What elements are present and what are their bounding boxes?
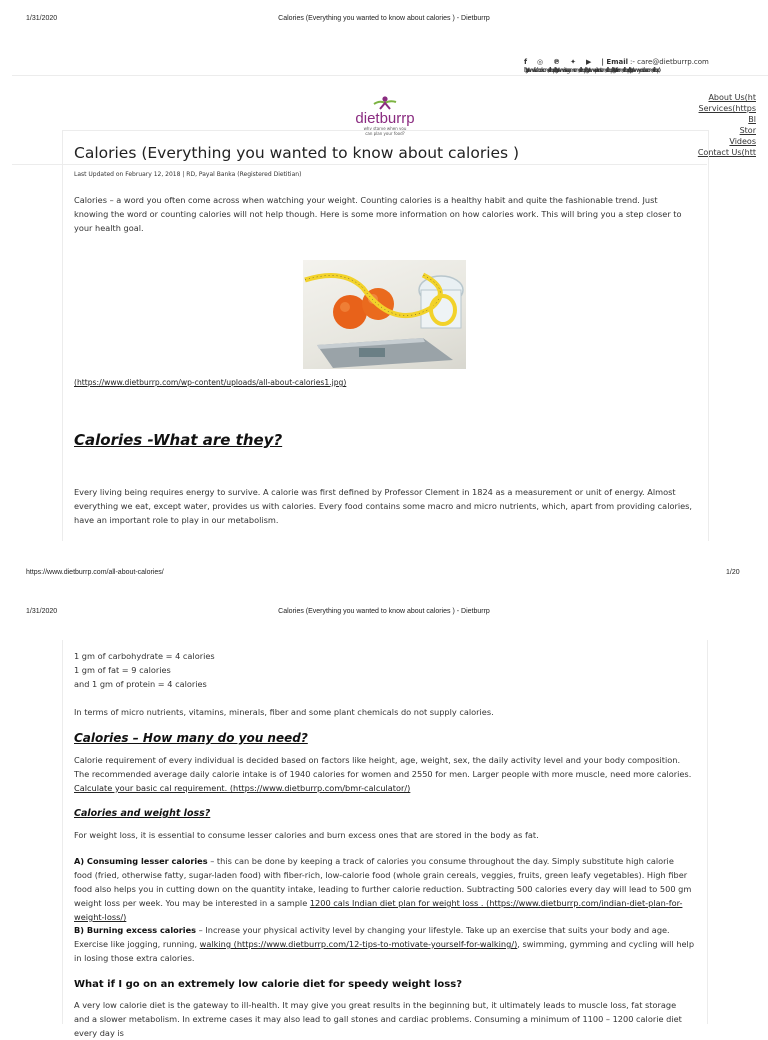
- instagram-icon[interactable]: ◎: [537, 58, 544, 66]
- print-title: Calories (Everything you wanted to know about calories ) - Dietburrp: [278, 15, 490, 22]
- paragraph-burning-excess: [74, 923, 694, 965]
- print-date-2: 1/31/2020: [26, 608, 58, 615]
- facebook-icon[interactable]: f: [524, 58, 528, 66]
- article-title: Calories (Everything you wanted to know about calories ): [74, 144, 520, 162]
- social-bar: [524, 58, 729, 74]
- oranges-scale-tape-illustration: [303, 260, 466, 369]
- logo-text-diet: diet: [355, 110, 380, 127]
- print-footer-url: https://www.dietburrp.com/all-about-calories/: [26, 569, 164, 576]
- youtube-icon[interactable]: ▶: [586, 58, 592, 66]
- print-date: 1/31/2020: [26, 15, 58, 22]
- macro-carbs: 1 gm of carbohydrate = 4 calories: [74, 651, 215, 661]
- text-burning-excess-1: – Increase your physical activity level by changing your lifestyle. Take up an exercise that suits your body and age. Exercise like jogging, running,: [74, 925, 670, 949]
- walking-tips-link[interactable]: walking (https://www.dietburrp.com/12-tips-to-motivate-yourself-for-walking/): [199, 939, 518, 949]
- article-meta: Last Updated on February 12, 2018 | RD, Payal Banka (Registered Dietitian): [74, 171, 302, 178]
- card-left-line: [12, 164, 62, 165]
- nav-store[interactable]: Stor: [739, 126, 756, 135]
- hero-image[interactable]: [303, 260, 466, 369]
- nav-blog[interactable]: Bl: [748, 115, 756, 124]
- nav-about-us[interactable]: About Us(ht: [708, 93, 756, 102]
- card-right-border-2: [707, 640, 708, 1024]
- bmr-calculator-link[interactable]: Calculate your basic cal requirement. (https://www.dietburrp.com/bmr-calculator/): [74, 783, 411, 793]
- label-consuming-less: A) Consuming lesser calories: [74, 856, 208, 866]
- heading-low-calorie: What if I go on an extremely low calorie diet for speedy weight loss?: [74, 979, 463, 990]
- micro-nutrients-paragraph: In terms of micro nutrients, vitamins, minerals, fiber and some plant chemicals do not supply calories.: [74, 707, 494, 717]
- email-value[interactable]: :- care@dietburrp.com: [630, 58, 709, 66]
- image-source-link[interactable]: (https://www.dietburrp.com/wp-content/uploads/all-about-calories1.jpg): [74, 378, 347, 387]
- heading-what-are-they: Calories -What are they?: [74, 431, 283, 449]
- paragraph-how-many: [74, 753, 694, 795]
- email-label: | Email: [601, 58, 629, 66]
- pinterest-icon[interactable]: ℗: [553, 58, 561, 66]
- text-burning-excess-2: , swimming, gymming and cycling will help in losing those extra calories.: [74, 939, 695, 963]
- heading-how-many: Calories – How many do you need?: [74, 731, 308, 745]
- paragraph-what-are-they: Every living being requires energy to survive. A calorie was first defined by Professor Clement in 1824 as a measurement or unit of energy. Almost everything we eat, except water, provides us with calories. Every food contains some macro and micro nutrients, which, apart from providing calories, have an important role to play in our metabolism.: [74, 487, 693, 525]
- print-page-number: 1/20: [726, 569, 740, 576]
- logo-text-burrp: burrp: [379, 110, 415, 127]
- text-consuming-less: – this can be done by keeping a track of calories you consume throughout the day. Simply substitute high calorie food (fried, otherwise fatty, sugar-laden food) with fiber-rich, low-calorie food (whole grain cereals, veggies, fruits, green leafy vegetables). High fiber food also helps you in cutting down on the quantity intake, leading to further calorie reduction. Subtracting 500 calories every day will lead to 500 gm weight loss per week. You may be interested in a sample: [74, 856, 692, 908]
- paragraph-weight-loss: For weight loss, it is essential to consume lesser calories and burn excess ones that are stored in the body as fat.: [74, 830, 539, 840]
- macro-fat: 1 gm of fat = 9 calories: [74, 665, 171, 675]
- logo-tagline-2: can plan your food?: [365, 131, 405, 136]
- logo-figure-icon: [372, 96, 398, 110]
- label-burning-excess: B) Burning excess calories: [74, 925, 197, 935]
- title-underline: [62, 164, 707, 165]
- paragraph-consuming-less: [74, 854, 694, 924]
- header-divider: [12, 75, 768, 76]
- how-many-text: Calorie requirement of every individual is decided based on factors like height, age, weight, sex, the daily activity level and your body composition. The recommended average daily calorie intake is of 1940 calories for women and 2550 for men. Larger people with more muscle, need more calories.: [74, 755, 692, 779]
- macro-protein: and 1 gm of protein = 4 calories: [74, 679, 207, 689]
- macros-list: [74, 649, 215, 691]
- card-left-border-2: [62, 640, 63, 1024]
- logo-tagline-1: why starve when you: [363, 126, 407, 131]
- nav-contact-us[interactable]: Contact Us(htt: [697, 148, 756, 157]
- diet-plan-link[interactable]: 1200 cals Indian diet plan for weight loss . (https://www.dietburrp.com/indian-diet-plan-for-weight-loss/): [74, 898, 683, 922]
- nav-services[interactable]: Services(https: [698, 104, 756, 113]
- heading-weight-loss: Calories and weight loss?: [74, 808, 211, 819]
- print-title-2: Calories (Everything you wanted to know about calories ) - Dietburrp: [278, 608, 490, 615]
- paragraph-low-calorie: A very low calorie diet is the gateway to ill-health. It may give you great results in the beginning but, it ultimately leads to muscle loss, fat storage and a slower metabolism. In extreme cases it may also lead to gall stones and cardiac problems. Consuming a minimum of 1100 – 1200 calorie diet every day is: [74, 1000, 682, 1038]
- social-urls[interactable]: (https://www.facebook.com/dietburrp)(https://www.instagram.com/dietburrp)(https://www.pinterest.com/dietburrp)(https://twitter.com/dietburrp)(https://www.youtube.com/dietburrp): [524, 66, 659, 74]
- twitter-icon[interactable]: ✦: [570, 58, 577, 66]
- nav-videos[interactable]: Videos: [729, 137, 756, 146]
- intro-paragraph: Calories – a word you often come across when watching your weight. Counting calories is a healthy habit and quite the fashionable trend. Just knowing the word or counting calories will not help though. Here is some more information on how calories work. This will bring you a step closer to your health goal.: [74, 195, 682, 233]
